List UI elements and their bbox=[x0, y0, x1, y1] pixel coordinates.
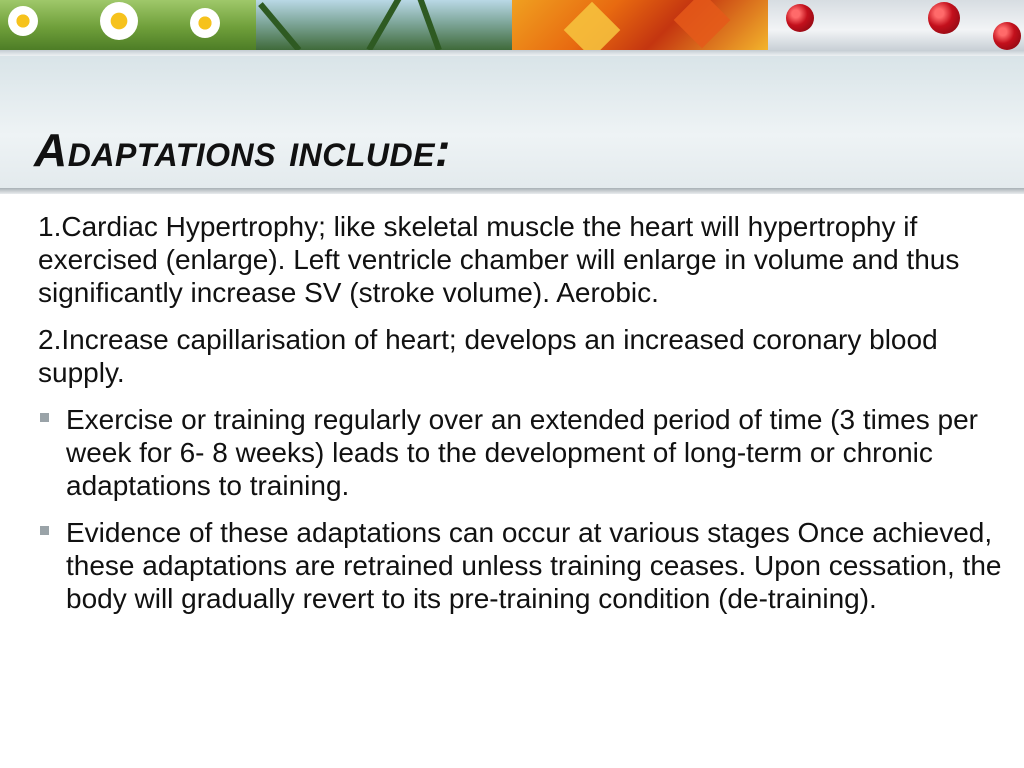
seasonal-banner bbox=[0, 0, 1024, 50]
numbered-paragraph: 1.Cardiac Hypertrophy; like skeletal muscle the heart will hypertrophy if exercised (enlarge). Left ventricle chamber will enlarge in volume and thus significantly increase SV (stroke volume). Aerobic. bbox=[38, 211, 960, 308]
palm-leaf-icon bbox=[366, 0, 401, 50]
numbered-paragraph: 2.Increase capillarisation of heart; develops an increased coronary blood supply. bbox=[38, 324, 938, 388]
bullet-item bbox=[38, 516, 1006, 615]
square-bullet-icon bbox=[40, 413, 49, 422]
maple-leaf-icon bbox=[564, 2, 621, 50]
maple-leaf-icon bbox=[674, 0, 731, 48]
bullet-text: Evidence of these adaptations can occur at various stages Once achieved, these adaptations are retrained unless training ceases. Upon cessation, the body will gradually revert to its pre-training condition (de-training). bbox=[66, 517, 1002, 614]
daisy-flower-icon bbox=[190, 8, 220, 38]
slide-title: Adaptations include: bbox=[34, 124, 451, 176]
title-divider bbox=[0, 188, 1024, 194]
bullet-item bbox=[38, 403, 1006, 502]
palm-leaf-icon bbox=[416, 0, 442, 50]
daisy-flower-icon bbox=[100, 2, 138, 40]
bullet-text: Exercise or training regularly over an extended period of time (3 times per week for 6- 8 weeks) leads to the development of long-term or chronic adaptations to training. bbox=[66, 404, 978, 501]
daisy-flower-icon bbox=[8, 6, 38, 36]
berry-icon bbox=[993, 22, 1021, 50]
berry-icon bbox=[786, 4, 814, 32]
winter-image bbox=[768, 0, 1024, 50]
square-bullet-icon bbox=[40, 526, 49, 535]
daisy-image bbox=[0, 0, 256, 50]
slide-body bbox=[38, 210, 1006, 629]
autumn-image bbox=[512, 0, 768, 50]
berry-icon bbox=[928, 2, 960, 34]
palm-leaf-icon bbox=[258, 2, 301, 50]
palm-image bbox=[256, 0, 512, 50]
